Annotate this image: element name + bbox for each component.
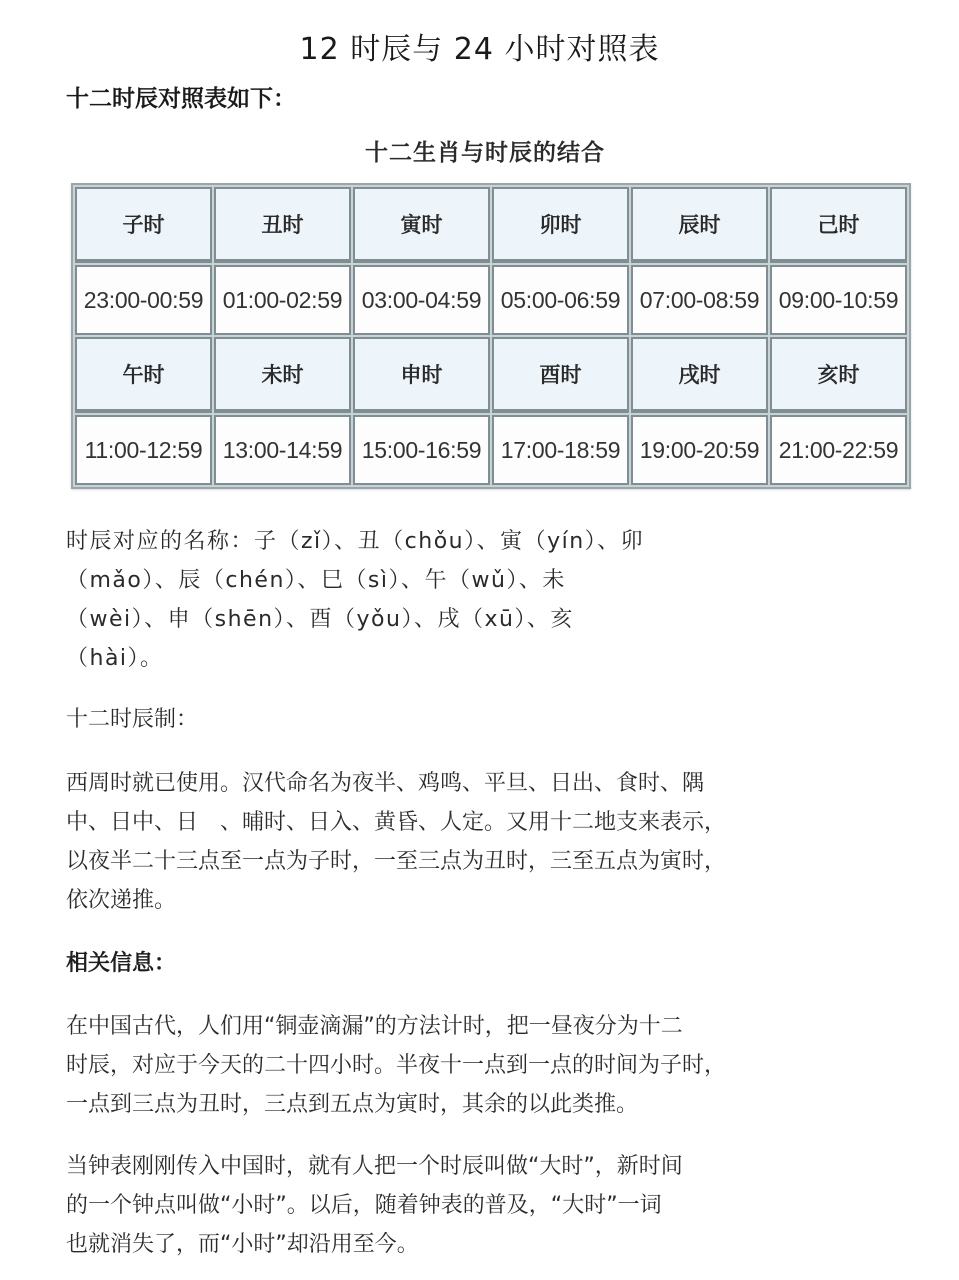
shichen-name-cell: 亥时 [770,337,907,413]
time-range-cell: 23:00-00:59 [75,265,212,335]
system-section-label: 十二时辰制： [66,707,199,732]
time-range-cell: 05:00-06:59 [492,265,629,335]
shichen-name-cell: 申时 [353,337,490,413]
text-line: 一点到三点为丑时，三点到五点为寅时，其余的以此类推。 [66,1092,639,1117]
time-range-cell: 13:00-14:59 [214,415,351,485]
shichen-name-cell: 己时 [770,187,907,263]
time-range-cell: 15:00-16:59 [353,415,490,485]
time-range-cell: 03:00-04:59 [353,265,490,335]
related-info-heading: 相关信息： [66,951,177,976]
time-range-cell: 07:00-08:59 [631,265,768,335]
time-range-cell: 01:00-02:59 [214,265,351,335]
time-range-cell: 09:00-10:59 [770,265,907,335]
related-info-paragraph-1 [66,1007,846,1124]
table-row [75,265,907,335]
shichen-name-cell: 午时 [75,337,212,413]
text-line: 时辰，对应于今天的二十四小时。半夜十一点到一点的时间为子时， [66,1053,727,1078]
text-line: 中、日中、日 、晡时、日入、黄昏、人定。又用十二地支来表示， [66,810,727,835]
system-section-paragraph [66,764,846,920]
text-line: 当钟表刚刚传入中国时，就有人把一个时辰叫做“大时”，新时间 [66,1154,683,1179]
text-line: （mǎo）、辰（chén）、巳（sì）、午（wǔ）、未 [66,568,566,593]
table-caption: 十二生肖与时辰的结合 [365,140,605,166]
text-line: 以夜半二十三点至一点为子时，一至三点为丑时，三至五点为寅时， [66,849,727,874]
shichen-name-cell: 卯时 [492,187,629,263]
shichen-name-cell: 丑时 [214,187,351,263]
text-line: 在中国古代，人们用“铜壶滴漏”的方法计时，把一昼夜分为十二 [66,1014,683,1039]
time-range-cell: 19:00-20:59 [631,415,768,485]
table-header-row [75,187,907,263]
shichen-table [71,183,911,489]
text-line: 也就消失了，而“小时”却沿用至今。 [66,1232,419,1257]
shichen-names-paragraph [66,522,846,678]
time-range-cell: 21:00-22:59 [770,415,907,485]
text-line: （hài）。 [66,646,164,671]
text-line: 时辰对应的名称：子（zǐ）、丑（chǒu）、寅（yín）、卯 [66,529,645,554]
shichen-name-cell: 未时 [214,337,351,413]
text-line: （wèi）、申（shēn）、酉（yǒu）、戌（xū）、亥 [66,607,574,632]
text-line: 依次递推。 [66,888,177,913]
shichen-name-cell: 戌时 [631,337,768,413]
shichen-name-cell: 寅时 [353,187,490,263]
text-line: 的一个钟点叫做“小时”。以后，随着钟表的普及，“大时”一词 [66,1193,662,1218]
shichen-name-cell: 辰时 [631,187,768,263]
shichen-name-cell: 子时 [75,187,212,263]
shichen-name-cell: 酉时 [492,337,629,413]
text-line: 西周时就已使用。汉代命名为夜半、鸡鸣、平旦、日出、食时、隅 [66,771,705,796]
page-title: 12 时辰与 24 小时对照表 [299,32,660,67]
table-header-row [75,337,907,413]
time-range-cell: 11:00-12:59 [75,415,212,485]
time-range-cell: 17:00-18:59 [492,415,629,485]
related-info-paragraph-2 [66,1147,846,1264]
table-row [75,415,907,485]
table-intro-heading: 十二时辰对照表如下： [66,86,296,112]
